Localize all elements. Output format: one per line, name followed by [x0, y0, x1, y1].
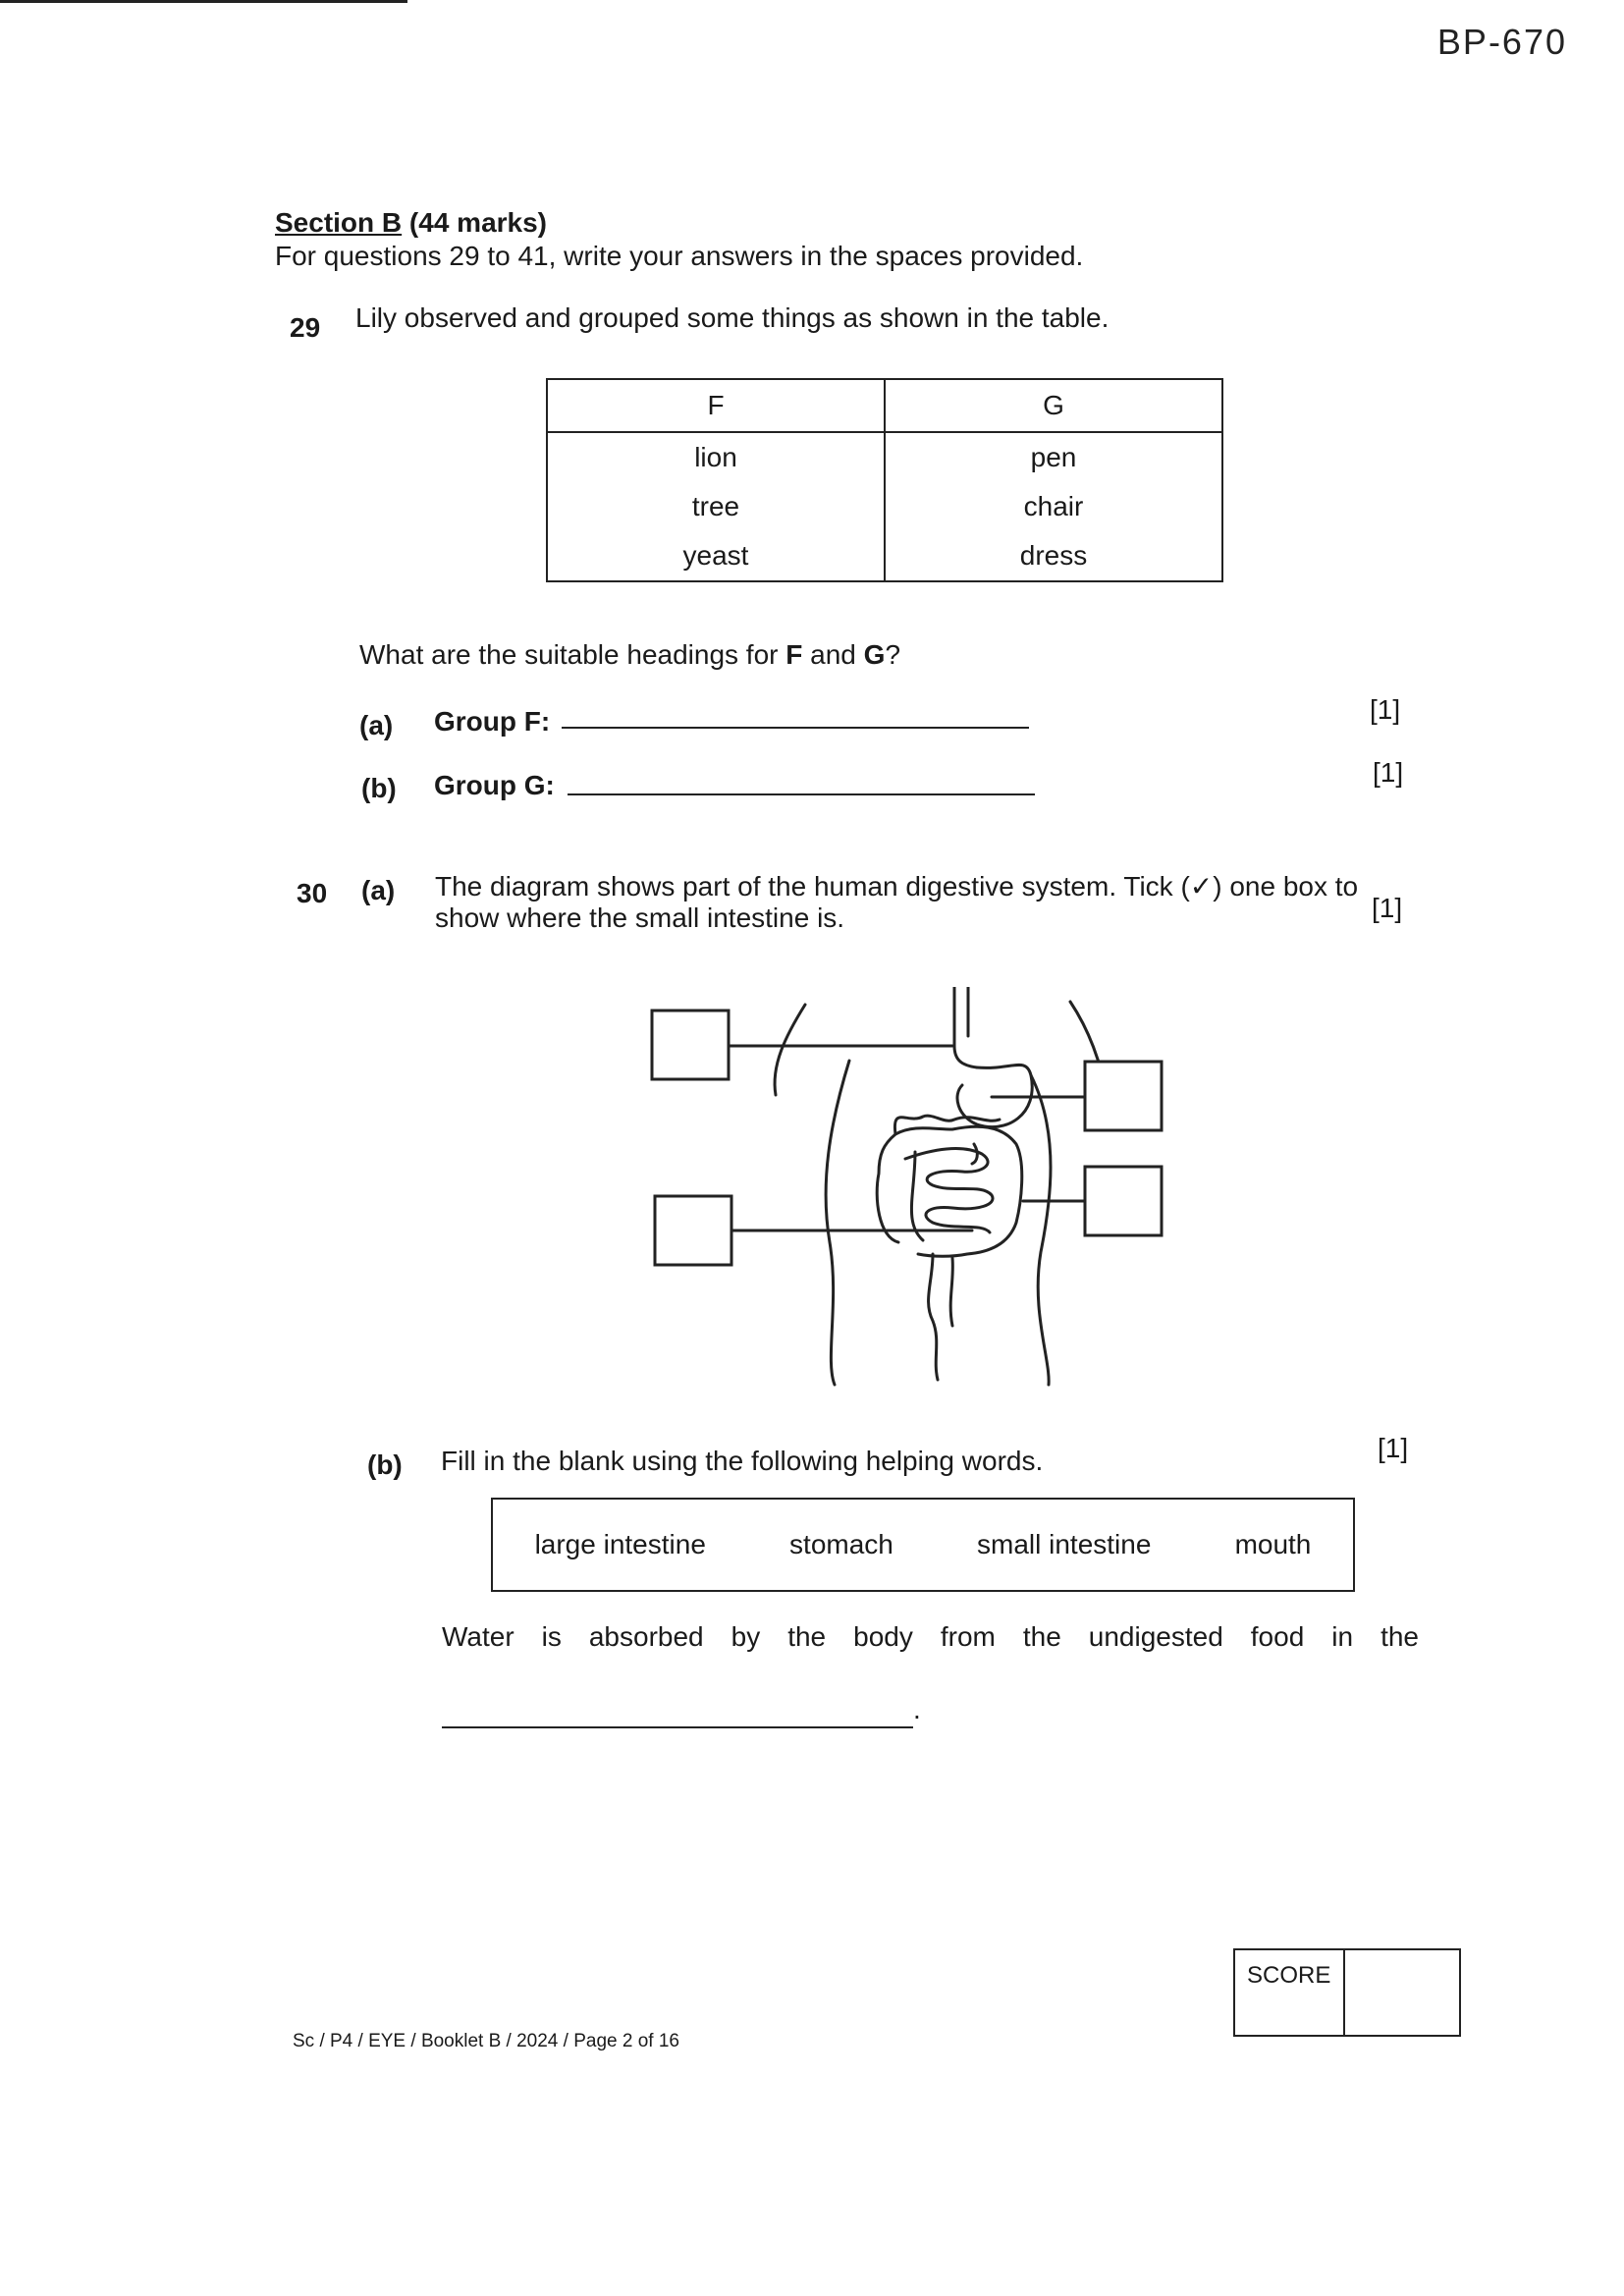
q29-question: What are the suitable headings for F and G? — [359, 639, 901, 670]
q29b-text: Group G: — [434, 770, 555, 800]
large-intestine — [877, 1126, 1022, 1256]
helping-word: stomach — [789, 1529, 893, 1559]
table-header-g: G — [885, 379, 1222, 432]
tick-box-bottom-right[interactable] — [1085, 1167, 1162, 1235]
tick-box-top-right[interactable] — [1085, 1062, 1162, 1130]
section-heading — [275, 206, 547, 240]
sentence-end: . — [913, 1694, 921, 1724]
q30b-label: (b) — [367, 1449, 403, 1480]
top-rule — [0, 0, 407, 3]
q29-stem: Lily observed and grouped some things as shown in the table. — [355, 302, 1110, 333]
body-outline-left — [826, 1061, 849, 1385]
q30b-sentence: Water is absorbed by the body from the undigested food in the — [442, 1621, 1419, 1652]
group-g-answer-line[interactable] — [568, 793, 1035, 795]
group-f-answer-line[interactable] — [562, 727, 1029, 729]
body-outline-right — [1031, 1075, 1051, 1385]
q29-table — [546, 378, 1223, 582]
large-intestine-answer-line[interactable] — [442, 1726, 913, 1728]
table-row: yeast dress — [547, 531, 1222, 581]
q29a-text: Group F: — [434, 706, 551, 737]
q30a-mark: [1] — [1372, 893, 1403, 923]
q30a-line2: show where the small intestine is. — [435, 902, 845, 933]
rectum — [929, 1254, 938, 1380]
helping-word: small intestine — [977, 1529, 1152, 1559]
q30-number: 30 — [297, 878, 328, 908]
table-row: lion pen — [547, 432, 1222, 482]
helping-word: large intestine — [534, 1529, 706, 1559]
table-header-f: F — [547, 379, 885, 432]
q29-number: 29 — [290, 312, 321, 343]
tick-box-top-left[interactable] — [652, 1011, 729, 1079]
q30a-line1: The diagram shows part of the human digestive system. Tick (✓) one box to — [435, 871, 1359, 902]
oesophagus — [954, 987, 977, 1067]
small-intestine — [905, 1149, 993, 1232]
page-footer: Sc / P4 / EYE / Booklet B / 2024 / Page 2 of 16 — [293, 2031, 679, 2051]
helping-word: mouth — [1234, 1529, 1312, 1559]
q30b-mark: [1] — [1378, 1433, 1409, 1463]
section-marks: (44 marks) — [408, 207, 548, 238]
score-label: SCORE — [1235, 1950, 1345, 2035]
section-title: Section B — [275, 207, 403, 238]
q29a-label: (a) — [359, 710, 394, 740]
table-row: tree chair — [547, 482, 1222, 531]
tick-box-bottom-left[interactable] — [655, 1196, 731, 1265]
q29b-label: (b) — [361, 773, 397, 803]
q29a-mark: [1] — [1370, 694, 1401, 725]
q30b-text: Fill in the blank using the following helping words. — [441, 1446, 1044, 1476]
paper-code: BP-670 — [1436, 22, 1567, 62]
helping-words-box — [491, 1498, 1355, 1592]
score-box — [1233, 1948, 1461, 2037]
q29b-mark: [1] — [1373, 757, 1404, 788]
section-instruction: For questions 29 to 41, write your answers in the spaces provided. — [275, 241, 1084, 271]
score-value-cell[interactable] — [1345, 1950, 1459, 2035]
body-outline-left-upper — [775, 1005, 805, 1095]
q30a-label: (a) — [361, 875, 396, 905]
digestive-system-diagram — [638, 987, 1208, 1399]
